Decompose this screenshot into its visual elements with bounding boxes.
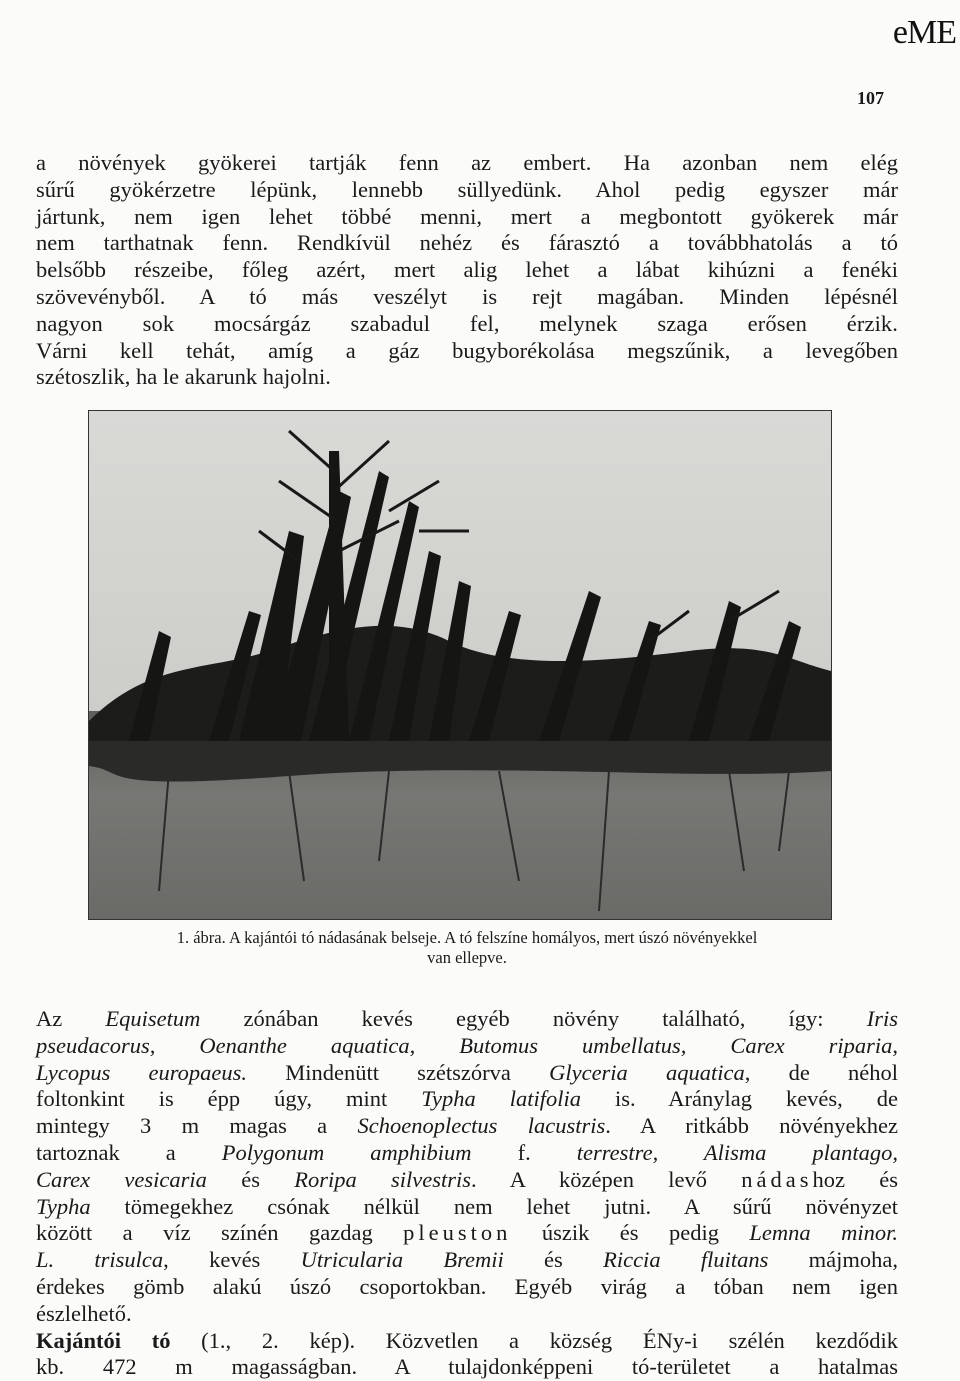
species-name: Lemna minor. [749,1220,898,1246]
text-run: úszik és pedig [511,1220,750,1246]
text-line [36,1247,898,1274]
text-line: belsőbb részeibe, főleg azért, mert alig lehet a lábat kihúzni a fenéki [36,257,898,283]
text-line: észlelhető. [36,1300,132,1326]
text-line: érdekes gömb alakú úszó csoportokban. Egyéb virág a tóban nem igen [36,1273,898,1299]
caption-text: A kajántói tó nádasának belseje. A tó felszíne homályos, mert úszó növényekkel [228,928,758,947]
text-line [36,1113,898,1140]
figure-number: 1. ábra. [176,928,226,947]
species-name: Carex vesicaria [36,1166,207,1192]
text-line [36,1167,898,1194]
spaced-term: mocsárgáz [214,310,311,336]
text-run: májmoha, [768,1247,898,1273]
text-line [36,1194,898,1221]
species-name: Iris [866,1006,898,1031]
species-name: Schoenoplectus lacustris [357,1113,606,1139]
text-run: (1., 2. kép). Közvetlen a község ÉNy-i szélén kezdődik [170,1327,899,1353]
text-line: pseudacorus, Oenanthe aquatica, Butomus umbellatus, Carex riparia, [36,1032,898,1058]
caption-line: van ellepve. [427,948,507,967]
text-line: Várni kell tehát, amíg a gáz bugyborékolása megszűnik, a levegőben [36,337,898,363]
text-run: Mindenütt szétszórva [247,1059,550,1085]
paragraph-1 [36,150,898,391]
text-run: és [206,1166,295,1192]
paragraph-2 [36,1006,898,1381]
text-line: a növények gyökerei tartják fenn az embert. Ha azonban nem elég [36,150,898,175]
species-name: Equisetum [105,1006,201,1031]
text-line [36,1140,898,1167]
text-run: zónában kevés egyéb növény található, így: [200,1006,867,1031]
text-run: foltonkint is épp úgy, mint [36,1086,422,1112]
text-run: Az [36,1006,106,1031]
text-run: is. Aránylag kevés, de [580,1086,898,1112]
text-run: , de néhol [744,1059,898,1085]
species-name: Riccia fluitans [603,1247,769,1273]
text-line [36,1086,898,1113]
species-name: L. trisulca [36,1247,164,1273]
text-line: nem tarthatnak fenn. Rendkívül nehéz és fárasztó a továbbhatolás a tó [36,230,898,256]
species-name: Lycopus europaeus. [36,1059,248,1085]
text-run: szabadul fel, melynek szaga erősen érzik. [310,310,899,336]
text-run: tömegekhez csónak nélkül nem lehet jutni. A sűrű növényzet [90,1193,898,1219]
text-line [36,311,898,338]
text-line [36,1220,898,1247]
text-line [36,1328,898,1355]
text-run: mintegy 3 m magas a [36,1113,358,1139]
species-name: terrestre, Alisma plantago, [576,1139,899,1165]
species-name: Roripa silvestris [294,1166,472,1192]
figure-caption [36,928,898,968]
publisher-logo: eME [892,14,956,51]
section-heading: Kajántói tó [36,1327,171,1353]
text-line: jártunk, nem igen lehet többé menni, mert a megbontott gyökerek már [36,203,898,229]
species-name: Utricularia Bremii [300,1247,504,1273]
caption-line [36,928,898,948]
spaced-term: nádas [741,1166,813,1192]
text-line: szétoszlik, ha le akarunk hajolni. [36,364,331,390]
species-name: Typha [36,1193,91,1219]
species-name: Polygonum amphibium [221,1139,472,1165]
text-run: hoz és [812,1166,898,1192]
text-line: sűrű gyökérzetre lépünk, lennebb süllyedünk. Ahol pedig egyszer már [36,176,898,202]
text-run: . A középen levő [471,1166,742,1192]
text-run: . A ritkább növényekhez [605,1113,898,1139]
text-line [36,1060,898,1087]
species-name: Typha latifolia [421,1086,581,1112]
reed-marsh-illustration [89,411,831,919]
text-run: , kevés [163,1247,301,1273]
text-run: között a víz színén gazdag [36,1220,404,1246]
text-run: f. [471,1139,577,1165]
text-run: nagyon sok [36,310,215,336]
reed-marsh-photo [88,410,832,920]
text-line: szövevényből. A tó más veszélyt is rejt magában. Minden lépésnél [36,283,898,309]
text-line [36,1006,898,1033]
text-run: tartoznak a [36,1139,222,1165]
text-run: és [503,1247,604,1273]
spaced-term: pleuston [403,1220,512,1246]
page-number: 107 [857,88,884,108]
text-line: kb. 472 m magasságban. A tulajdonképpeni tó-területet a hatalmas [36,1354,898,1380]
species-name: Glyceria aquatica [549,1059,745,1085]
